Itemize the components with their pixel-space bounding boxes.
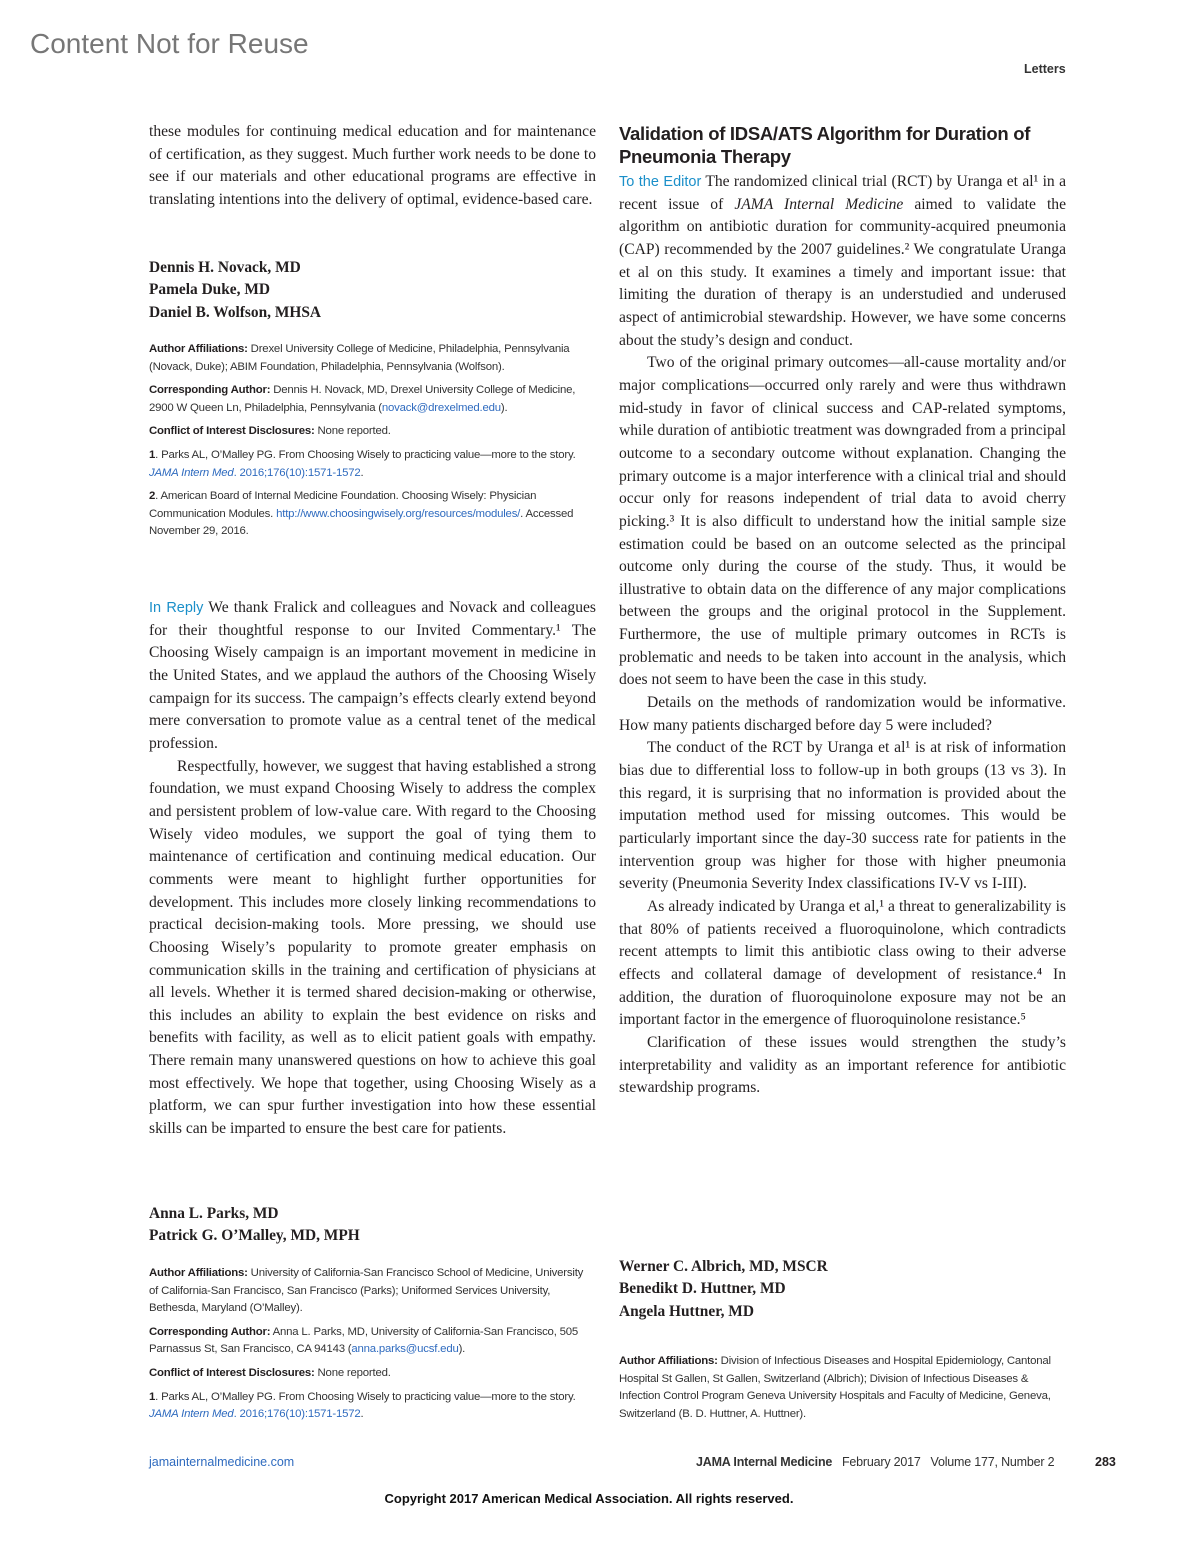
conflict-disclosures: Conflict of Interest Disclosures: None reported. (149, 1366, 391, 1379)
reply-letter (149, 597, 596, 1141)
corresponding-author: Corresponding Author: Dennis H. Novack, MD, Drexel University College of Medicine, 2900 W Queen Ln, Philadelphia, Pennsylvania (novack@drexelmed.edu). (149, 384, 576, 414)
article-title: Validation of IDSA/ATS Algorithm for Duration of Pneumonia Therapy (619, 123, 1031, 167)
reference-link[interactable]: JAMA Intern Med (149, 466, 234, 479)
paragraph: Respectfully, however, we suggest that having established a strong foundation, we must expand Choosing Wisely to address the complex and persistent problem of low-value care. With regard to the Choosing Wisely video modules, we support the goal of tying them to maintenance of certification and continuing medical education. Our comments were meant to highlight further opportunities for development. This includes more closely linking recommendations to practical decision-making tools. More pressing, we should use Choosing Wisely’s popularity to promote greater emphasis on communication skills in the training and certification of physicians at all levels. Whether it is termed shared decision-making or otherwise, this includes an ability to explain the best evidence on risks and benefits with facility, as well as to elicit patient goals with empathy. There remain many unanswered questions on how to achieve this goal most effectively. We hope that together, using Choosing Wisely as a platform, we can spur further investigation into how these essential skills can be imparted to ensure the best care for patients. (149, 757, 596, 1138)
author: Angela Huttner, MD (619, 1302, 754, 1320)
paragraph: Details on the methods of randomization would be informative. How many patients discharged before day 5 were included? (619, 694, 1066, 734)
paragraph: The conduct of the RCT by Uranga et al¹ is at risk of information bias due to differential loss to follow-up in both groups (13 vs 3). In this regard, it is surprising that no information is provided about the imputation method used for missing outcomes. This would be particularly important since the day-30 success rate for patients in the intervention group was higher for those with higher pneumonia severity (Pneumonia Severity Index classifications IV-V vs I-III). (619, 739, 1066, 893)
email-link[interactable]: novack@drexelmed.edu (381, 401, 501, 414)
article-notes (149, 341, 589, 547)
paragraph: Clarification of these issues would strengthen the study’s interpretability and validity as an important reference for antibiotic stewardship programs. (619, 1033, 1066, 1097)
author-affiliations: Author Affiliations: Division of Infectious Diseases and Hospital Epidemiology, Cantonal Hospital St Gallen, St Gallen, Switzerland (Albrich); Division of Infectious Diseases & Infection Control Program Geneva University Hospitals and Faculty of Medicine, Geneva, Switzerland (B. D. Huttner, A. Huttner). (619, 1355, 1051, 1420)
author: Werner C. Albrich, MD, MSCR (619, 1258, 828, 1275)
website-link[interactable]: jamainternalmedicine.com (149, 1455, 295, 1469)
author: Daniel B. Wolfson, MHSA (149, 303, 322, 321)
article-notes (619, 1353, 1064, 1429)
author: Pamela Duke, MD (149, 281, 270, 299)
email-link[interactable]: anna.parks@ucsf.edu (351, 1343, 459, 1356)
conflict-disclosures: Conflict of Interest Disclosures: None reported. (149, 425, 391, 438)
letter-continuation (149, 121, 596, 212)
paragraph: As already indicated by Uranga et al,¹ a threat to generalizability is that 80% of patients received a fluoroquinolone, which contradicts recent attempts to limit this antibiotic class owing to their adverse effects and collateral damage of development of resistance.⁴ In addition, the duration of fluoroquinolone exposure may not be an important factor in the emergence of fluoroquinolone resistance.⁵ (619, 898, 1066, 1029)
paragraph: To the Editor The randomized clinical trial (RCT) by Uranga et al¹ in a recent issue of JAMA Internal Medicine aimed to validate the algorithm on antibiotic duration for community-acquired pneumonia (CAP) recommended by the 2007 guidelines.² We congratulate Uranga et al on this study. It examines a timely and important issue: that limiting the duration of therapy is an understudied and underused aspect of antimicrobial stewardship. However, we have some concerns about the study’s design and conduct. (619, 173, 1066, 349)
author: Dennis H. Novack, MD (149, 259, 301, 276)
author-affiliations: Author Affiliations: Drexel University College of Medicine, Philadelphia, Pennsylvania (Novack, Duke); ABIM Foundation, Philadelphia, Pennsylvania (Wolfson). (149, 343, 570, 373)
article-notes (149, 1265, 589, 1430)
author-list (149, 257, 596, 324)
author-list (619, 1256, 1066, 1323)
reference: 1. Parks AL, O’Malley PG. From Choosing Wisely to practicing value—more to the story. JAMA Intern Med. 2016;176(10):1571-1572. (149, 1390, 576, 1421)
reference: 1. Parks AL, O’Malley PG. From Choosing Wisely to practicing value—more to the story. JAMA Intern Med. 2016;176(10):1571-1572. (149, 448, 576, 479)
journal-footer: JAMA Internal Medicine February 2017 Volume 177, Number 2 (696, 1455, 1055, 1469)
watermark: Content Not for Reuse (30, 28, 309, 59)
paragraph: In Reply We thank Fralick and colleagues and Novack and colleagues for their thoughtful response to our Invited Commentary.¹ The Choosing Wisely campaign is an important movement in medicine in the United States, and we applaud the authors of the Choosing Wisely campaign for its success. The campaign’s effects clearly extend beyond mere conversation to promote value as a central tenet of the medical profession. (149, 599, 596, 752)
url-link[interactable]: http://www.choosingwisely.org/resources/modules/ (276, 507, 521, 520)
letter-body (619, 171, 1066, 1100)
author: Benedikt D. Huttner, MD (619, 1280, 786, 1298)
running-head: Letters (1024, 62, 1066, 76)
reference: 2. American Board of Internal Medicine Foundation. Choosing Wisely: Physician Communication Modules. http://www.choosingwisely.org/resources/modules/. Accessed November 29, 2016. (149, 490, 574, 538)
page-number: 283 (1095, 1455, 1116, 1469)
copyright: Copyright 2017 American Medical Association. All rights reserved. (384, 1491, 794, 1506)
corresponding-author: Corresponding Author: Anna L. Parks, MD, University of California-San Francisco, 505 Parnassus St, San Francisco, CA 94143 (anna.parks@ucsf.edu). (149, 1325, 579, 1356)
author-list (149, 1203, 596, 1248)
author: Anna L. Parks, MD (149, 1205, 279, 1222)
author: Patrick G. O’Malley, MD, MPH (149, 1227, 360, 1245)
reference-link[interactable]: JAMA Intern Med (149, 1408, 234, 1421)
paragraph: Two of the original primary outcomes—all-cause mortality and/or major complications—occurred only rarely and were thus withdrawn mid-study in favor of clinical success and CAP-related symptoms, while duration of antibiotic treatment was downgraded from a principal outcome to a secondary outcome without explanation. Changing the primary outcome is a major interference with a clinical trial and should occur only for reasons independent of trial data to avoid cherry picking.³ It is also difficult to understand how the initial sample size estimation could be based on an outcome selected as the principal outcome only during the course of the study. Thus, it would be illustrative to obtain data on the difference of any major complications between the groups and the original protocol in the Supplement. Furthermore, the use of multiple primary outcomes in RCTs is problematic and needs to be taken into account in the analysis, which does not seem to have been the case in this study. (619, 354, 1066, 689)
author-affiliations: Author Affiliations: University of California-San Francisco School of Medicine, University of California-San Francisco, San Francisco (Parks); Uniformed Services University, Bethesda, Maryland (O’Malley). (149, 1267, 584, 1315)
paragraph: these modules for continuing medical education and for maintenance of certification, as they suggest. Much further work needs to be done to see if our materials and other educational programs are effective in translating intentions into the delivery of optimal, evidence-based care. (149, 123, 596, 208)
